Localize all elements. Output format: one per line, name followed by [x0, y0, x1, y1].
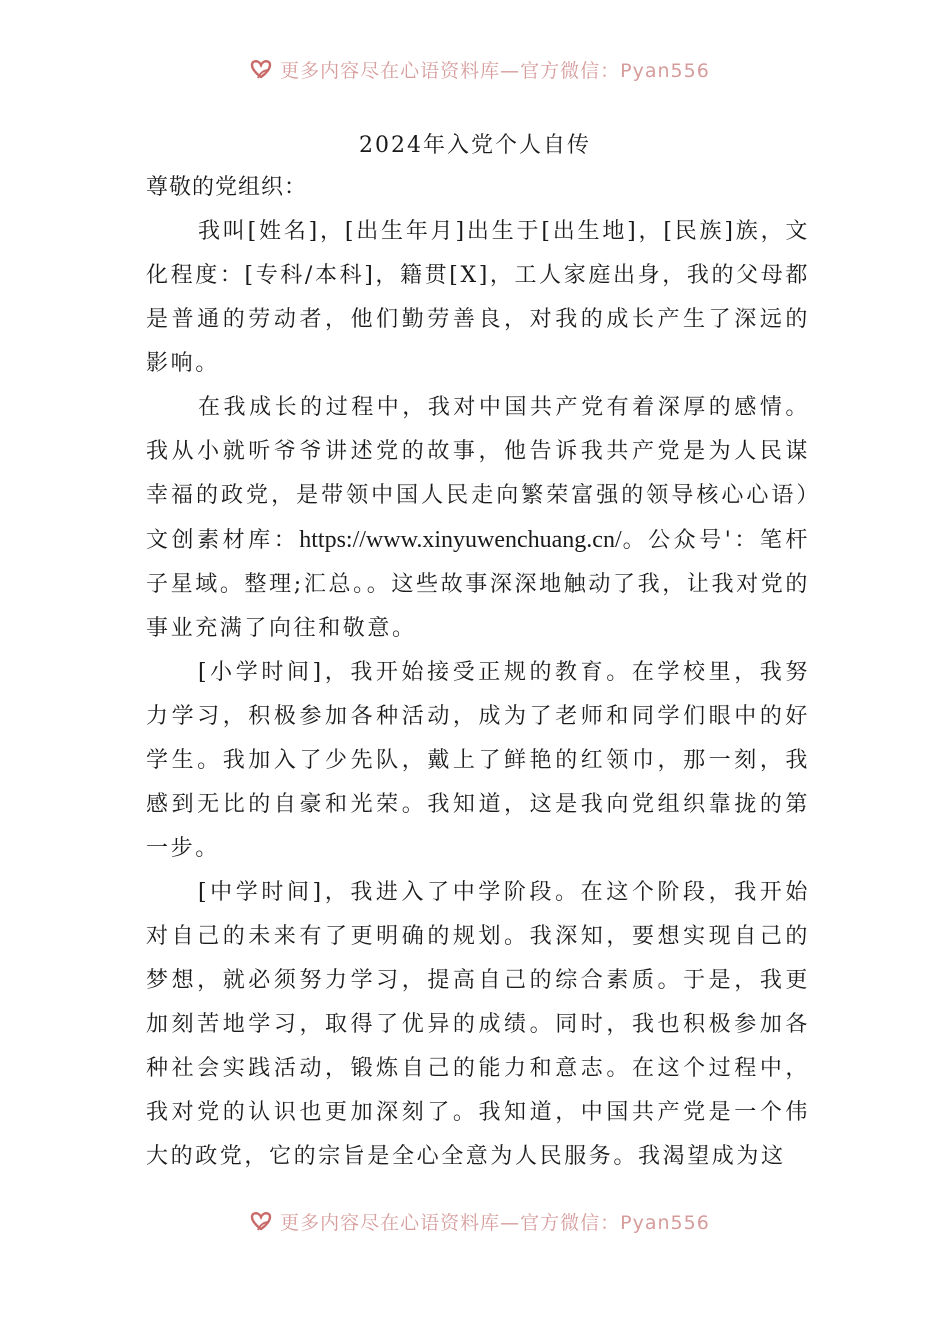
- paragraph-3: [小学时间]，我开始接受正规的教育。在学校里，我努力学习，积极参加各种活动，成为了老师和同学们眼中的好学生。我加入了少先队，戴上了鲜艳的红领巾，那一刻，我感到无比的自豪和光荣。我知道，这是我向党组织靠拢的第一步。: [146, 660, 810, 861]
- paragraph-2-before: 在我成长的过程中，我对中国共产党有着深厚的感情。我从小就听爷爷讲述党的故事，他告诉我共产党是为人民谋幸福的政党，是带领中国人民走向繁荣富强的领导核心心语）文创素材库：: [146, 395, 810, 553]
- watermark-text: 更多内容尽在心语资料库—官方微信：Pyan556: [280, 1211, 710, 1234]
- document-title: 2024年入党个人自传: [359, 133, 591, 158]
- paragraph-4: [中学时间]，我进入了中学阶段。在这个阶段，我开始对自己的未来有了更明确的规划。我深知，要想实现自己的梦想，就必须努力学习，提高自己的综合素质。于是，我更加刻苦地学习，取得了优异的成绩。同时，我也积极参加各种社会实践活动，锻炼自己的能力和意志。在这个过程中，我对党的认识也更加深刻了。我知道，中国共产党是一个伟大的政党，它的宗旨是全心全意为人民服务。我渴望成为这: [146, 880, 810, 1169]
- document-body: [146, 210, 810, 1179]
- paragraph-2-after: 。公众号'：笔杆子星域。整理;汇总。。这些故事深深地触动了我，让我对党的事业充满了向往和敬意。: [146, 528, 810, 641]
- paragraph-2: [146, 386, 810, 651]
- watermark-text: 更多内容尽在心语资料库—官方微信：Pyan556: [280, 59, 710, 82]
- footer-watermark: [0, 1206, 950, 1236]
- header-watermark: [0, 54, 950, 84]
- heart-leaf-logo-icon: [248, 1208, 274, 1234]
- website-link[interactable]: https://www.xinyuwenchuang.cn/: [299, 527, 622, 553]
- salutation: 尊敬的党组织：: [146, 175, 308, 200]
- paragraph-1: 我叫[姓名]，[出生年月]出生于[出生地]，[民族]族，文化程度：[专科/本科]，籍贯[X]，工人家庭出身，我的父母都是普通的劳动者，他们勤劳善良，对我的成长产生了深远的影响。: [146, 219, 810, 376]
- heart-leaf-logo-icon: [248, 56, 274, 82]
